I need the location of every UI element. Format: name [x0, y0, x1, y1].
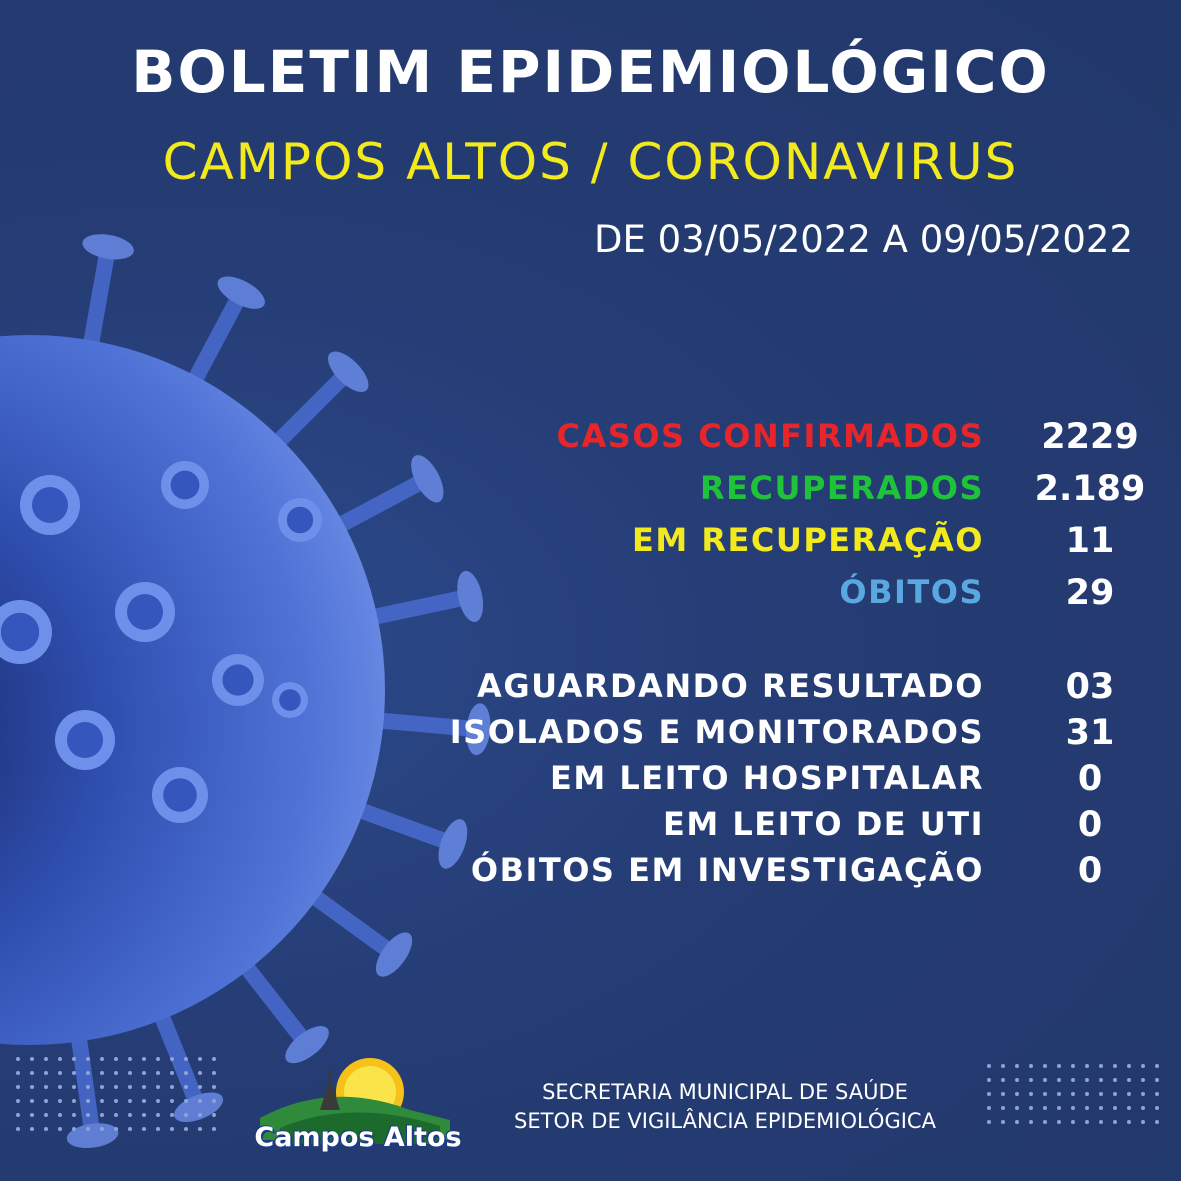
- bulletin-period: DE 03/05/2022 A 09/05/2022: [594, 218, 1133, 261]
- stat-row-secondary: [0, 759, 1181, 805]
- stat-label: ISOLADOS E MONITORADOS: [449, 713, 984, 751]
- stat-value: 2229: [1041, 417, 1139, 457]
- stat-value: 03: [1065, 667, 1115, 707]
- stat-row-secondary: [0, 851, 1181, 897]
- stat-value: 0: [1077, 759, 1103, 799]
- stat-label: ÓBITOS: [839, 573, 984, 611]
- stat-label: EM LEITO DE UTI: [663, 805, 984, 843]
- stat-label: AGUARDANDO RESULTADO: [477, 667, 984, 705]
- stat-row-main: [0, 469, 1181, 515]
- stat-row-secondary: [0, 713, 1181, 759]
- footer-department: SECRETARIA MUNICIPAL DE SAÚDE: [542, 1080, 908, 1104]
- stat-value: 29: [1065, 573, 1115, 613]
- stat-value: 0: [1077, 851, 1103, 891]
- dot-pattern-right: [985, 1062, 1165, 1132]
- stat-row-main: [0, 573, 1181, 619]
- dot-pattern-left: [14, 1055, 224, 1165]
- stat-label: RECUPERADOS: [700, 469, 984, 507]
- bulletin-title: BOLETIM EPIDEMIOLÓGICO: [131, 38, 1050, 106]
- stat-row-main: [0, 521, 1181, 567]
- stat-value: 2.189: [1034, 469, 1146, 509]
- stat-row-main: [0, 417, 1181, 463]
- stat-label: EM LEITO HOSPITALAR: [550, 759, 984, 797]
- footer-sector: SETOR DE VIGILÂNCIA EPIDEMIOLÓGICA: [514, 1109, 936, 1133]
- stat-row-secondary: [0, 805, 1181, 851]
- logo-text: Campos Altos: [254, 1122, 462, 1153]
- stat-label: CASOS CONFIRMADOS: [556, 417, 984, 455]
- stat-row-secondary: [0, 667, 1181, 713]
- footer: [505, 1078, 945, 1136]
- stat-label: ÓBITOS EM INVESTIGAÇÃO: [470, 851, 984, 889]
- bulletin-subtitle: CAMPOS ALTOS / CORONAVIRUS: [162, 133, 1019, 191]
- stat-value: 11: [1065, 521, 1115, 561]
- stat-value: 0: [1077, 805, 1103, 845]
- stat-label: EM RECUPERAÇÃO: [632, 521, 984, 559]
- stat-value: 31: [1065, 713, 1115, 753]
